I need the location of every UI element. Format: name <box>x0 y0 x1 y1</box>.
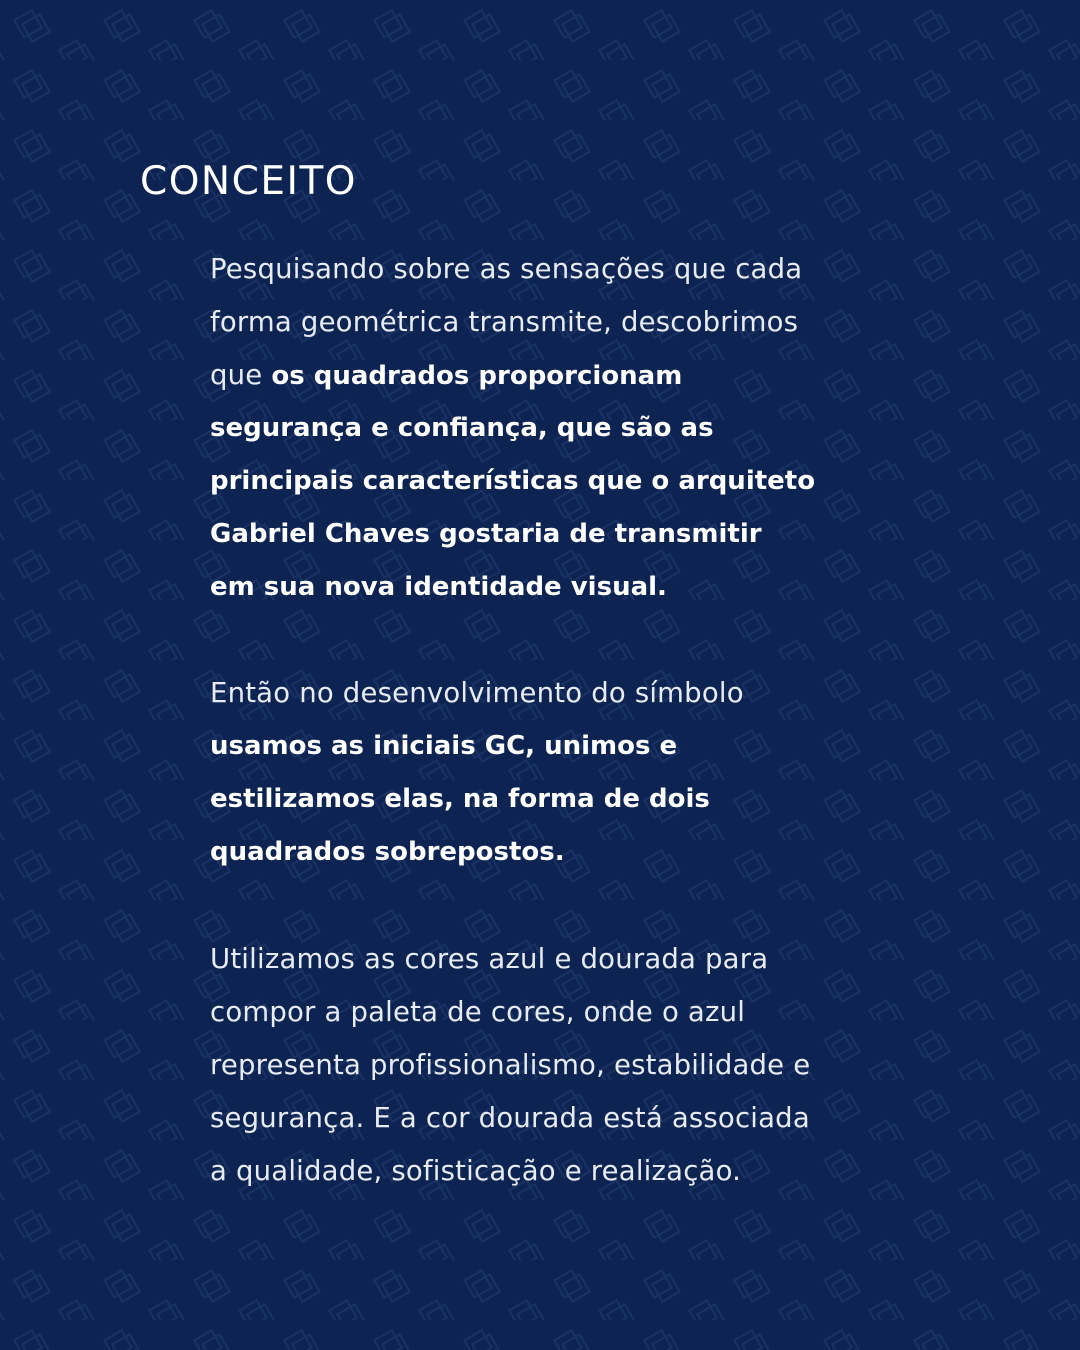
paragraph-line: a qualidade, sofisticação e realização. <box>210 1155 742 1187</box>
paragraph-line: estilizamos elas, na forma de dois <box>210 784 710 814</box>
paragraph-line: segurança e confiança, que são as <box>210 413 714 443</box>
paragraph-line: usamos as iniciais GC, unimos e <box>210 731 678 761</box>
paragraph-line: Gabriel Chaves gostaria de transmitir <box>210 519 762 549</box>
paragraph-line: Pesquisando sobre as sensações que cada <box>210 253 803 285</box>
paragraph-line <box>210 349 890 402</box>
paragraph-line: em sua nova identidade visual. <box>210 572 667 602</box>
paragraph-line: principais características que o arquiteto <box>210 466 816 496</box>
paragraph-text-bold: os quadrados proporcionam <box>271 361 683 391</box>
paragraph-line: forma geométrica transmite, descobrimos <box>210 306 799 338</box>
paragraph-line: segurança. E a cor dourada está associada <box>210 1102 810 1134</box>
paragraph-line: Utilizamos as cores azul e dourada para <box>210 943 769 975</box>
paragraph-concept-intro <box>210 243 890 614</box>
paragraph-line: Então no desenvolvimento do símbolo <box>210 677 744 709</box>
paragraph-line: representa profissionalismo, estabilidade e <box>210 1049 811 1081</box>
paragraph-line: quadrados sobrepostos. <box>210 837 565 867</box>
paragraph-colors <box>210 933 890 1198</box>
paragraph-text-light: que <box>210 359 272 391</box>
paragraph-line: compor a paleta de cores, onde o azul <box>210 996 746 1028</box>
page-title: CONCEITO <box>140 159 357 204</box>
paragraph-symbol <box>210 667 890 879</box>
